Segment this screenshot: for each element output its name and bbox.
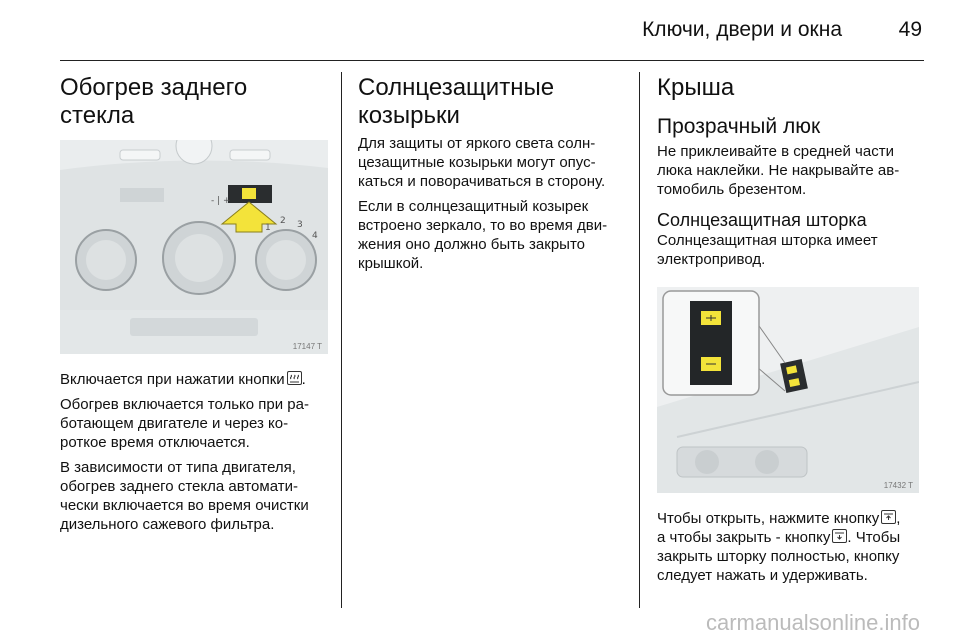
shade-close-icon <box>832 529 847 543</box>
sunshade-switch-figure <box>657 287 919 493</box>
watermark: carmanualsonline.info <box>705 610 920 635</box>
fan-mark-1: 1 <box>265 223 271 233</box>
fan-mark-2: 2 <box>280 216 286 226</box>
paragraph: Не приклеивайте в средней части люка наклейки. Не накрывайте ав- томобиль брезентом. <box>657 143 900 198</box>
climate-panel-illustration <box>60 140 328 354</box>
page-header <box>0 0 960 62</box>
section-heading-sun-visors: Солнцезащитные козырьки <box>358 74 555 129</box>
paragraph: Если в солнцезащитный козырек встроено зеркало, то во время дви- жения оно должно быть закрыто крышкой. <box>358 198 608 272</box>
paragraph: Солнцезащитная шторка имеет электропривод. <box>657 232 878 268</box>
figure-label: 17147 T <box>292 342 322 351</box>
page-number: 49 <box>898 18 922 41</box>
sunshade-switch-illustration <box>657 287 919 493</box>
header-title: Ключи, двери и окна <box>642 18 842 41</box>
paragraph: Для защиты от яркого света солн- цезащитные козырьки могут опус- каться и поворачиваться в сторону. <box>358 135 606 190</box>
panel-marks: - | + <box>211 196 231 206</box>
paragraph: В зависимости от типа двигателя, обогрев заднего стекла автомати- чески включается во время очистки дизельного сажевого фильтра. <box>60 459 309 533</box>
subheading-sunshade: Солнцезащитная шторка <box>657 210 867 230</box>
fan-mark-4: 4 <box>312 231 318 241</box>
paragraph: Обогрев включается только при ра- ботающем двигателе и через ко- роткое время отключается. <box>60 396 309 451</box>
paragraph: Включается при нажатии кнопки . <box>60 371 306 388</box>
column-rule-1 <box>341 72 342 608</box>
climate-panel-figure <box>60 140 328 354</box>
section-heading-roof: Крыша <box>657 74 735 101</box>
middle-column <box>358 74 628 273</box>
figure-label: 17432 T <box>883 481 913 490</box>
shade-open-icon <box>881 510 896 524</box>
column-rule-2 <box>639 72 640 608</box>
header-rule <box>60 60 924 61</box>
left-column <box>60 74 328 534</box>
fan-mark-3: 3 <box>297 220 303 230</box>
rear-defrost-icon <box>287 371 302 385</box>
section-heading-rear-window: Обогрев заднего стекла <box>60 74 248 129</box>
subheading-sunroof: Прозрачный люк <box>657 115 821 138</box>
paragraph: Чтобы открыть, нажмите кнопку , а чтобы закрыть - кнопку . Чтобы закрыть шторку полностью, кнопку следует нажать и удерживать. <box>657 510 901 584</box>
right-column <box>657 74 925 585</box>
